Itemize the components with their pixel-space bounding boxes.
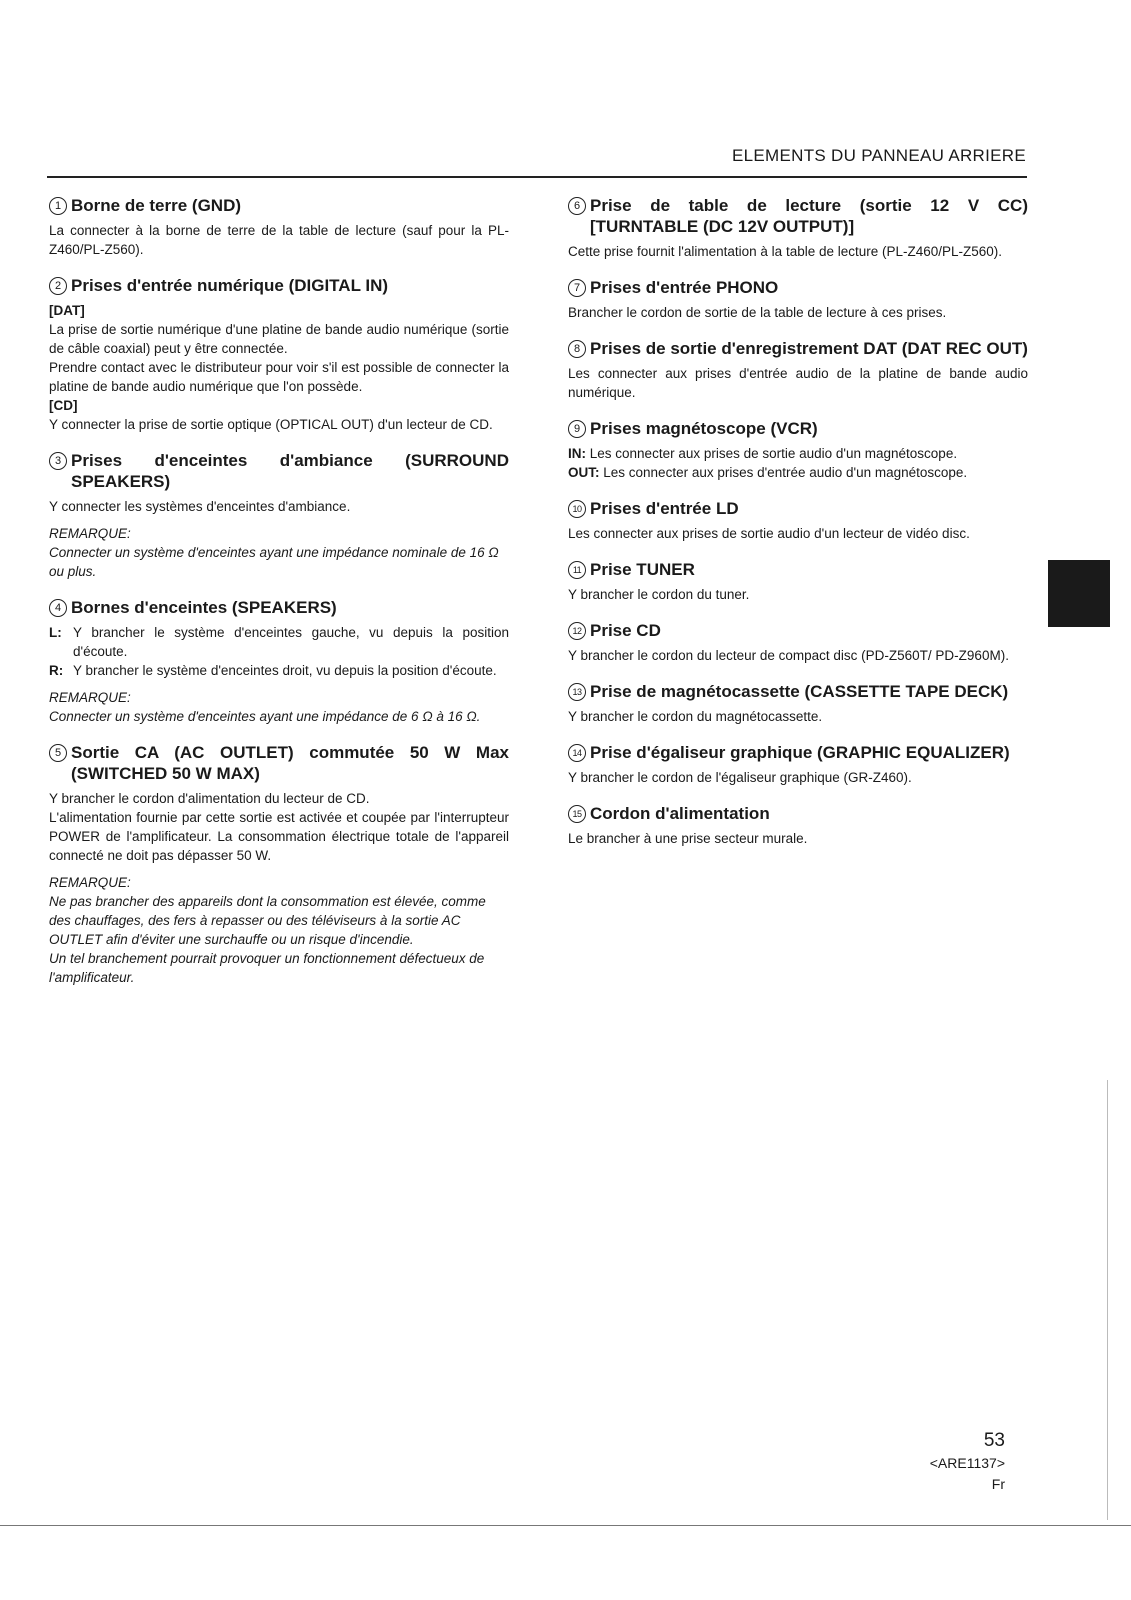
- section-heading: [568, 681, 1028, 702]
- speaker-right-item: [49, 661, 509, 680]
- subheading-dat: [DAT]: [49, 303, 85, 318]
- remark-label: REMARQUE:: [49, 875, 131, 890]
- remark-text: Connecter un système d'enceintes ayant une impédance de 6 Ω à 16 Ω.: [49, 709, 481, 724]
- section-heading: [568, 559, 1028, 580]
- circled-number: 2: [49, 277, 67, 295]
- section-phono: [568, 277, 1028, 322]
- section-text: Y brancher le cordon de l'égaliseur graphique (GR-Z460).: [568, 770, 912, 785]
- item-text: Y brancher le système d'enceintes droit, vu depuis la position d'écoute.: [73, 663, 497, 678]
- circled-number: 7: [568, 279, 586, 297]
- margin-rule: [1107, 1080, 1108, 1520]
- section-text: La prise de sortie numérique d'une platine de bande audio numérique (sortie de câble coaxial) peut y être connectée.: [49, 322, 509, 356]
- section-heading: [568, 418, 1028, 439]
- item-text: Les connecter aux prises d'entrée audio d'un magnétoscope.: [603, 465, 968, 480]
- circled-number: 13: [568, 683, 586, 701]
- item-key: OUT:: [568, 465, 600, 480]
- section-title: Prise d'égaliseur graphique (GRAPHIC EQUALIZER): [590, 743, 1010, 762]
- section-heading: [568, 277, 1028, 298]
- section-text: L'alimentation fournie par cette sortie est activée et coupée par l'interrupteur POWER de l'amplificateur. La consommation électrique totale de l'appareil connecté ne doit pas dépasser 50 W.: [49, 810, 509, 863]
- section-turntable-dc: [568, 195, 1028, 261]
- section-title: Prise TUNER: [590, 560, 695, 579]
- circled-number: 10: [568, 500, 586, 518]
- section-text: Y brancher le cordon du tuner.: [568, 587, 750, 602]
- section-heading: [49, 742, 509, 784]
- section-speakers: [49, 597, 509, 726]
- section-cassette: [568, 681, 1028, 726]
- section-heading: [49, 597, 509, 618]
- section-power-cord: [568, 803, 1028, 848]
- section-heading: [568, 742, 1028, 763]
- section-digital-in: [49, 275, 509, 434]
- item-key: L:: [49, 625, 62, 640]
- section-text: Les connecter aux prises de sortie audio d'un lecteur de vidéo disc.: [568, 526, 970, 541]
- section-text: Y connecter les systèmes d'enceintes d'ambiance.: [49, 499, 351, 514]
- section-text: Y connecter la prise de sortie optique (OPTICAL OUT) d'un lecteur de CD.: [49, 417, 493, 432]
- item-key: IN:: [568, 446, 586, 461]
- remark-label: REMARQUE:: [49, 526, 131, 541]
- section-text: Cette prise fournit l'alimentation à la table de lecture (PL-Z460/PL-Z560).: [568, 244, 1003, 259]
- section-heading: [568, 338, 1028, 359]
- section-text: Brancher le cordon de sortie de la table de lecture à ces prises.: [568, 305, 947, 320]
- section-title: Prise de table de lecture (sortie 12 V CC) [TURNTABLE (DC 12V OUTPUT)]: [590, 196, 1028, 236]
- circled-number: 12: [568, 622, 586, 640]
- section-text: Y brancher le cordon du lecteur de compact disc (PD-Z560T/ PD-Z960M).: [568, 648, 1009, 663]
- section-heading: [49, 450, 509, 492]
- section-text: La connecter à la borne de terre de la table de lecture (sauf pour la PL-Z460/PL-Z560).: [49, 223, 509, 257]
- section-title: Prises magnétoscope (VCR): [590, 419, 818, 438]
- section-tuner: [568, 559, 1028, 604]
- circled-number: 4: [49, 599, 67, 617]
- section-heading: [568, 620, 1028, 641]
- section-text: Y brancher le cordon d'alimentation du lecteur de CD.: [49, 791, 370, 806]
- section-gnd: [49, 195, 509, 259]
- circled-number: 9: [568, 420, 586, 438]
- section-title: Bornes d'enceintes (SPEAKERS): [71, 598, 337, 617]
- language-code: Fr: [991, 1476, 1005, 1492]
- subheading-cd: [CD]: [49, 398, 78, 413]
- section-title: Prises d'entrée PHONO: [590, 278, 779, 297]
- section-text: Les connecter aux prises d'entrée audio de la platine de bande audio numérique.: [568, 366, 1028, 400]
- footer-rule: [0, 1525, 1131, 1526]
- item-text: Y brancher le système d'enceintes gauche, vu depuis la position d'écoute.: [73, 625, 509, 659]
- remark-text: Connecter un système d'enceintes ayant une impédance nominale de 16 Ω ou plus.: [49, 545, 499, 579]
- section-title: Prises d'enceintes d'ambiance (SURROUND SPEAKERS): [71, 451, 509, 491]
- right-column: [568, 195, 1028, 864]
- section-cd: [568, 620, 1028, 665]
- remark-label: REMARQUE:: [49, 690, 131, 705]
- section-text: Le brancher à une prise secteur murale.: [568, 831, 808, 846]
- section-heading: [568, 498, 1028, 519]
- circled-number: 14: [568, 744, 586, 762]
- item-key: R:: [49, 663, 64, 678]
- remark-text: Ne pas brancher des appareils dont la consommation est élevée, comme des chauffages, des fers à repasser ou des téléviseurs à la sortie AC OUTLET afin d'éviter une surchauffe ou un risque d'incendie.: [49, 894, 486, 947]
- page-number: 53: [983, 1430, 1005, 1451]
- document-code: <ARE1137>: [929, 1455, 1005, 1471]
- section-vcr: [568, 418, 1028, 482]
- page-header-title: ELEMENTS DU PANNEAU ARRIERE: [731, 146, 1026, 165]
- section-heading: [568, 195, 1028, 237]
- vcr-out-item: [568, 463, 1028, 482]
- item-text: Les connecter aux prises de sortie audio d'un magnétoscope.: [589, 446, 958, 461]
- circled-number: 1: [49, 197, 67, 215]
- section-heading: [49, 275, 509, 296]
- section-tab-marker: [1048, 560, 1110, 627]
- left-column: [49, 195, 509, 1003]
- circled-number: 11: [568, 561, 586, 579]
- circled-number: 5: [49, 744, 67, 762]
- section-ld: [568, 498, 1028, 543]
- section-title: Prises d'entrée numérique (DIGITAL IN): [71, 276, 389, 295]
- circled-number: 3: [49, 452, 67, 470]
- circled-number: 15: [568, 805, 586, 823]
- section-title: Sortie CA (AC OUTLET) commutée 50 W Max (SWITCHED 50 W MAX): [71, 743, 509, 783]
- section-surround-speakers: [49, 450, 509, 581]
- section-equalizer: [568, 742, 1028, 787]
- vcr-in-item: [568, 444, 1028, 463]
- section-heading: [568, 803, 1028, 824]
- section-heading: [49, 195, 509, 216]
- section-title: Prises de sortie d'enregistrement DAT (DAT REC OUT): [590, 339, 1028, 358]
- section-title: Prises d'entrée LD: [590, 499, 739, 518]
- speaker-left-item: [49, 623, 509, 661]
- circled-number: 8: [568, 340, 586, 358]
- section-text: Y brancher le cordon du magnétocassette.: [568, 709, 823, 724]
- circled-number: 6: [568, 197, 586, 215]
- section-ac-outlet: [49, 742, 509, 987]
- section-title: Prise de magnétocassette (CASSETTE TAPE DECK): [590, 682, 1009, 701]
- remark-text: Un tel branchement pourrait provoquer un fonctionnement défectueux de l'amplificateur.: [49, 951, 485, 985]
- header-rule: [47, 176, 1027, 178]
- section-title: Borne de terre (GND): [71, 196, 242, 215]
- section-text: Prendre contact avec le distributeur pour voir s'il est possible de connecter la platine de bande audio numérique que l'on possède.: [49, 360, 509, 394]
- section-title: Prise CD: [590, 621, 661, 640]
- section-dat-rec-out: [568, 338, 1028, 402]
- section-title: Cordon d'alimentation: [590, 804, 770, 823]
